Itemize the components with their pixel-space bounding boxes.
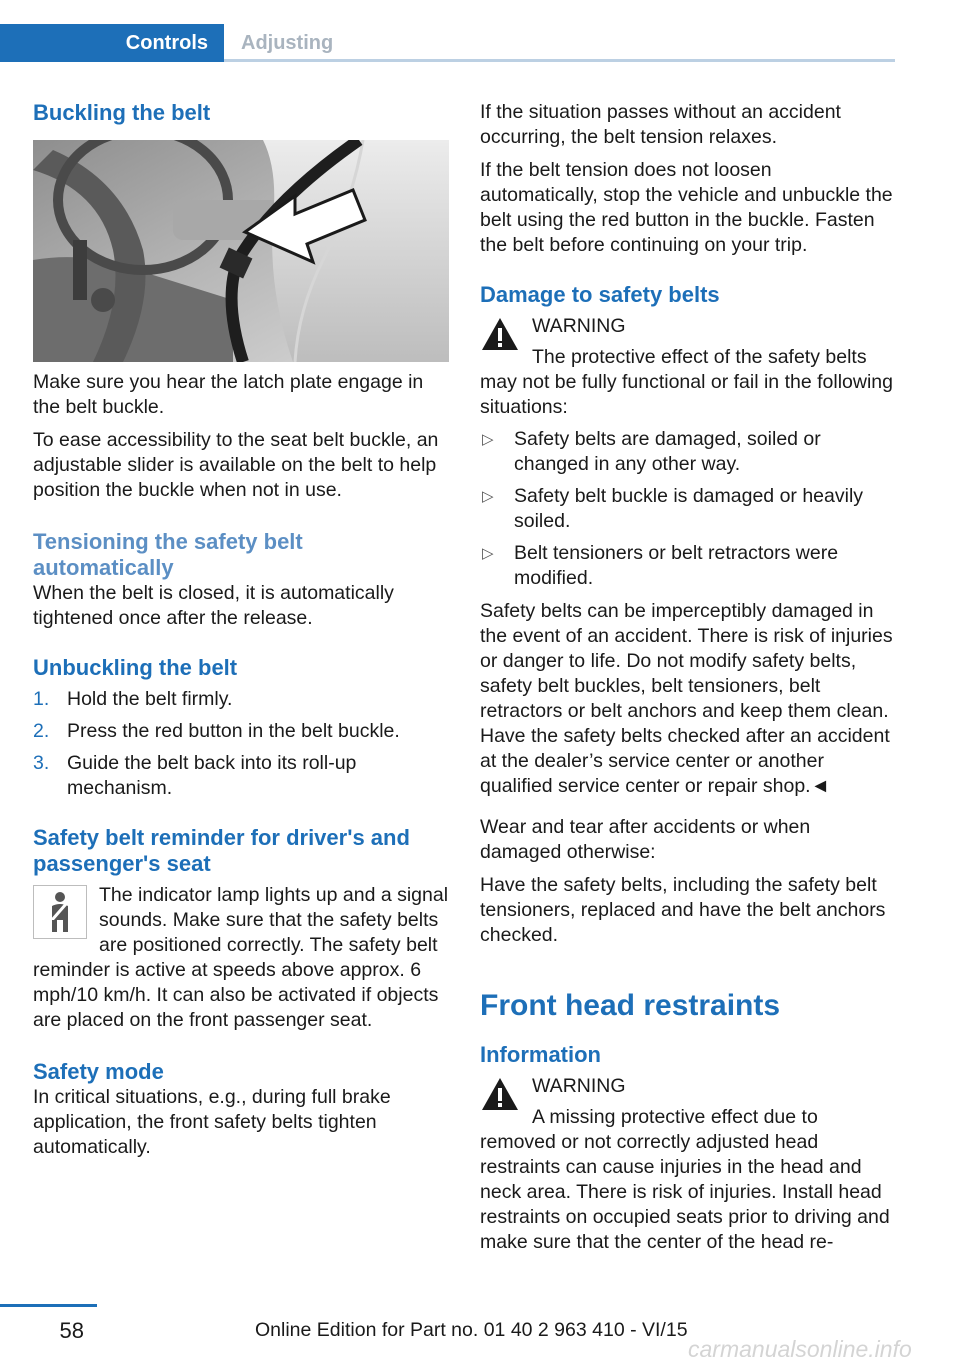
edition-text: Online Edition for Part no. 01 40 2 963 410 - VI/15 [255,1319,688,1341]
reminder-text: The indicator lamp lights up and a signal sounds. Make sure that the safety belts are positioned correctly. The safety belt reminder is active at speeds above approx. 6 mph/10 km/h. It can also be activated if objects are placed on the front passenger seat. [33,884,449,1031]
page-number: 58 [59,1318,84,1343]
belt-buckle-photo [33,140,449,362]
step-text: Guide the belt back into its roll-up mechanism. [67,752,357,799]
damage-warning [480,314,894,420]
reminder-heading [33,825,449,877]
right-column [480,100,894,1255]
tensioning-heading-line-1: Tensioning the safety belt [33,529,303,554]
tab-adjusting[interactable]: Adjusting [241,31,334,54]
damage-text: Safety belts can be imperceptibly damaged in the event of an accident. There is risk of injuries or danger to life. Do not modify safety belts, safety belt buckles, belt tensioners, belt retractors or belt anchors and keep them clean. Have the safety belts checked after an accident at the dealer’s service center or another qualified service center or repair shop.◄ [480,600,893,797]
list-item-text: Safety belt buckle is damaged or heavily soiled. [514,485,864,532]
unbuckling-steps [33,687,449,801]
step-number: 3. [33,752,50,774]
left-column [33,100,449,1160]
tension-loosen-text: If the belt tension does not loosen automatically, stop the vehicle and unbuckle the belt using the red button in the buckle. Fasten the belt before continuing on your trip. [480,159,893,256]
warning-label: WARNING [532,1075,626,1097]
damage-list [480,427,894,591]
tensioning-heading-line-2: automatically [33,555,174,580]
step-text: Hold the belt firmly. [67,688,233,710]
tab-controls[interactable]: Controls [0,24,224,62]
step-number: 1. [33,688,50,710]
buckling-text-2: To ease accessibility to the seat belt buckle, an adjustable slider is available on the belt to help position the buckle when not in use. [33,429,439,501]
head-warning-text: A missing protective effect due to removed or not correctly adjusted head restraints can cause injuries in the head and neck area. There is risk of injuries. Install head restraints on occupied seats prior to driving and make sure that the center of the head re- [480,1106,890,1253]
list-item [33,687,449,712]
buckling-text-1: Make sure you hear the latch plate engage in the belt buckle. [33,371,424,418]
head-restraints-heading: Front head restraints [480,989,781,1022]
triangle-bullet-icon: ▷ [482,545,494,562]
list-item [480,541,894,591]
step-number: 2. [33,720,50,742]
warning-triangle-icon [480,316,520,352]
warning-label: WARNING [532,315,626,337]
list-item-text: Belt tensioners or belt retractors were modified. [514,542,839,589]
reminder-block [33,883,449,1033]
damage-warning-text: The protective effect of the safety belts may not be fully functional or fail in the following situations: [480,346,893,418]
header-bar [0,0,895,62]
step-text: Press the red button in the belt buckle. [67,720,400,742]
unbuckling-heading: Unbuckling the belt [33,655,238,680]
watermark: carmanualsonline.info [688,1336,912,1362]
warning-triangle-icon [480,1076,520,1112]
reminder-heading-line-1: Safety belt reminder for driver's and [33,825,410,850]
list-item [33,719,449,744]
wear-text-2: Have the safety belts, including the safety belt tensioners, replaced and have the belt anchors checked. [480,874,886,946]
triangle-bullet-icon: ▷ [482,431,494,448]
list-item-text: Safety belts are damaged, soiled or changed in any other way. [514,428,821,475]
damage-heading: Damage to safety belts [480,282,720,307]
safety-mode-heading: Safety mode [33,1059,164,1084]
seatbelt-indicator-icon [33,885,87,939]
list-item [33,751,449,801]
head-warning [480,1074,894,1255]
list-item [480,484,894,534]
information-heading: Information [480,1042,601,1067]
reminder-heading-line-2: passenger's seat [33,851,211,876]
tensioning-text: When the belt is closed, it is automatically tightened once after the release. [33,582,394,629]
tension-relax-text: If the situation passes without an accident occurring, the belt tension relaxes. [480,101,841,148]
header-rule [224,59,895,62]
tensioning-heading [33,529,449,581]
wear-text-1: Wear and tear after accidents or when damaged otherwise: [480,816,811,863]
list-item [480,427,894,477]
triangle-bullet-icon: ▷ [482,488,494,505]
buckling-heading: Buckling the belt [33,100,211,125]
footer-rule [0,1304,97,1307]
safety-mode-text: In critical situations, e.g., during full brake application, the front safety belts tighten automatically. [33,1086,391,1158]
